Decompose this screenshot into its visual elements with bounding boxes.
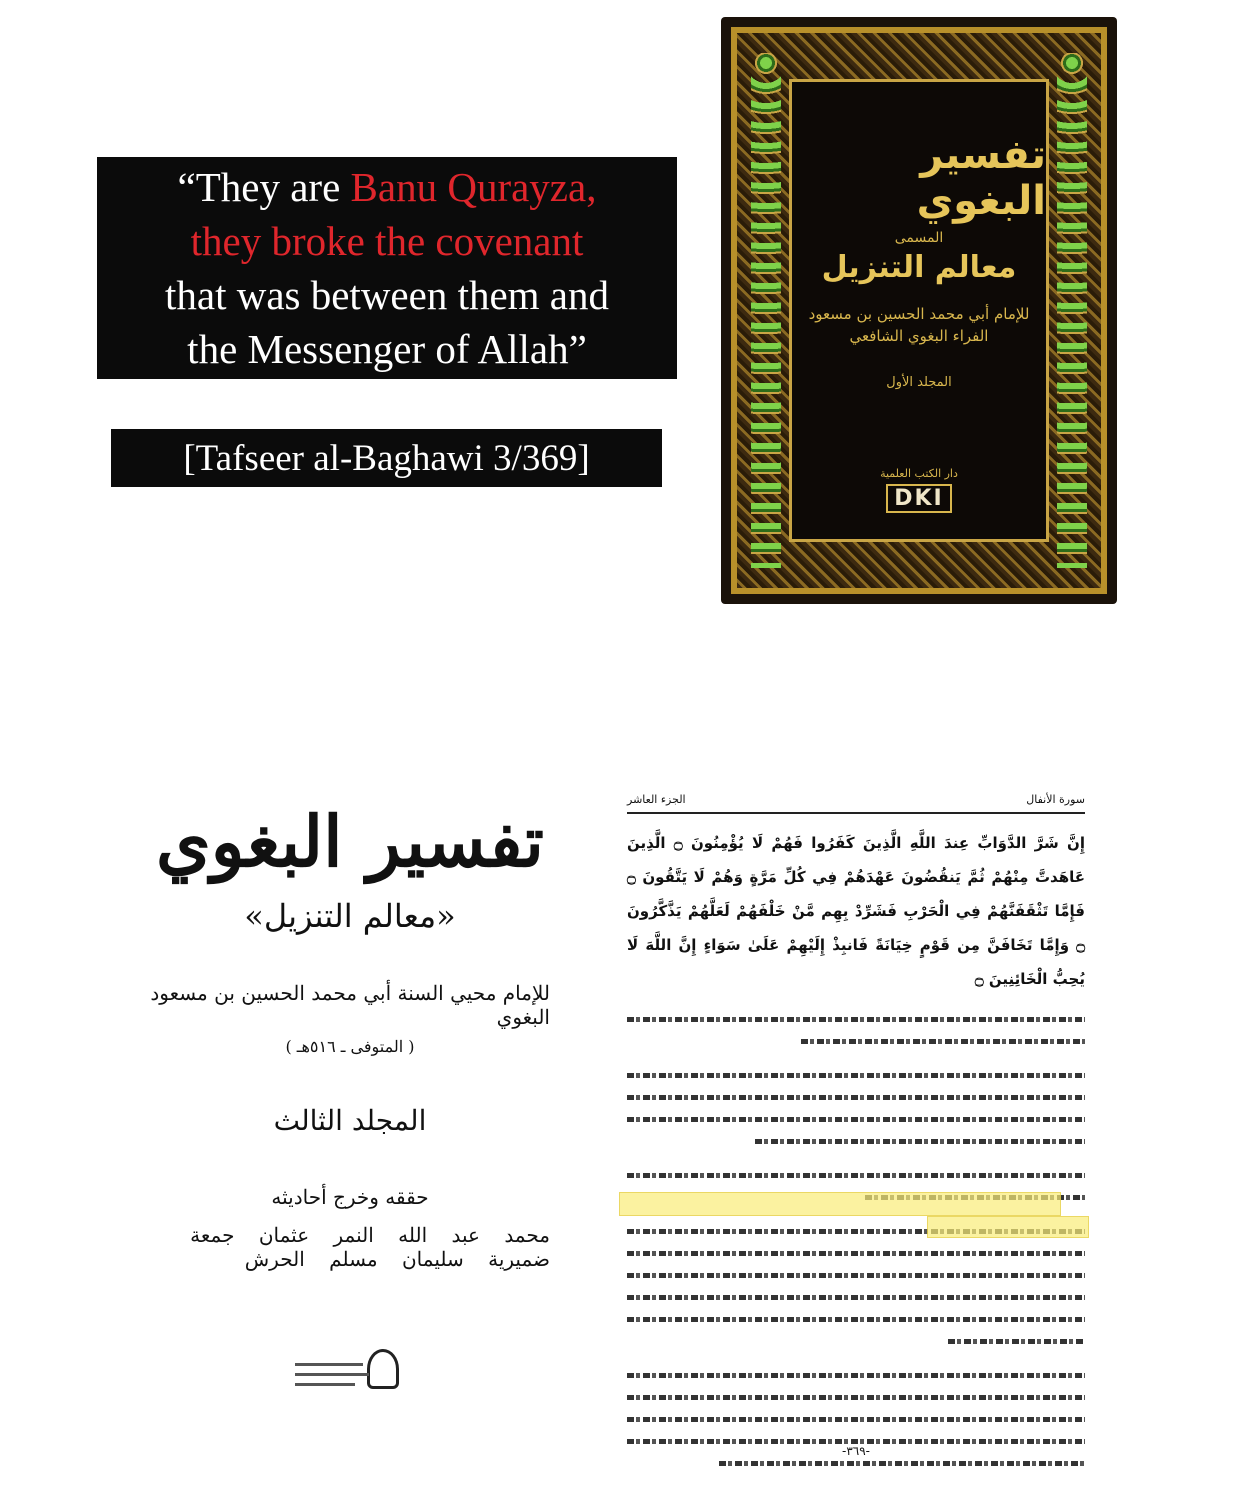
cover-small-text: المسمى — [894, 230, 944, 246]
divider — [627, 812, 1085, 814]
title-page-editors-heading: حققه وخرج أحاديثه — [271, 1185, 429, 1209]
title-page-subtitle: «معالم التنزيل» — [244, 897, 456, 935]
quote-box — [97, 157, 677, 379]
book-cover-image — [721, 17, 1117, 604]
quote-highlight: Banu Qurayza, — [350, 164, 597, 210]
publisher-logo: DKI — [886, 484, 952, 513]
title-page-editors: محمد عبد الله النمر عثمان جمعة ضميرية سليمان مسلم الحرش — [190, 1223, 550, 1271]
quote-line-1 — [178, 160, 597, 214]
cover-subtitle: معالم التنزيل — [821, 250, 1017, 285]
cover-publisher-arabic: دار الكتب العلمية — [880, 467, 958, 480]
cover-author-line: للإمام أبي محمد الحسين بن مسعود — [808, 305, 1030, 323]
quote-line-2: they broke the covenant — [190, 218, 584, 264]
scan-header-juz: الجزء العاشر — [627, 793, 686, 806]
quote-text: “They are — [177, 164, 351, 210]
title-page-volume: المجلد الثالث — [273, 1104, 427, 1137]
highlighted-passage — [927, 1216, 1089, 1238]
title-page-death-date: ( المتوفى ـ ٥١٦هـ ) — [285, 1037, 415, 1056]
scan-header — [627, 780, 1085, 806]
quote-line-4: the Messenger of Allah” — [187, 326, 587, 372]
vine-ornament-icon — [751, 53, 781, 568]
page-number: -٣٦٩- — [841, 1444, 871, 1458]
page-369-scan — [627, 780, 1085, 1480]
scan-header-surah: سورة الأنفال — [1026, 793, 1085, 806]
citation: [Tafseer al-Baghawi 3/369] — [111, 429, 662, 487]
cover-author-line: الفراء البغوي الشافعي — [849, 327, 989, 345]
quran-verses: إِنَّ شَرَّ الدَّوَابِّ عِندَ اللَّهِ الَّذِينَ كَفَرُوا فَهُمْ لَا يُؤْمِنُونَ ۝ الَّذِينَ عَاهَدتَّ مِنْهُمْ ثُمَّ يَنقُضُونَ عَهْدَهُمْ فِي كُلِّ مَرَّةٍ وَهُمْ لَا يَتَّقُونَ ۝ فَإِمَّا تَثْقَفَنَّهُمْ فِي الْحَرْبِ فَشَرِّدْ بِهِم مَّنْ خَلْفَهُمْ لَعَلَّهُمْ يَذَّكَّرُونَ ۝ وَإِمَّا تَخَافَنَّ مِن قَوْمٍ خِيَانَةً فَانبِذْ إِلَيْهِمْ عَلَىٰ سَوَاءٍ إِنَّ اللَّهَ لَا يُحِبُّ الْخَائِنِينَ ۝ — [627, 834, 1086, 988]
cover-title: تفسير البغوي — [916, 132, 1046, 224]
title-page-scan — [150, 780, 550, 1460]
cover-panel — [789, 79, 1049, 542]
commentary-text-lines — [627, 1008, 1085, 1474]
cover-author — [809, 303, 1030, 347]
cover-volume: المجلد الأول — [886, 375, 952, 390]
title-page-author: للإمام محيي السنة أبي محمد الحسين بن مسعود البغوي — [150, 981, 550, 1029]
publisher-logo-icon — [295, 1349, 405, 1395]
cover-ornament-frame — [731, 27, 1107, 594]
highlighted-passage — [619, 1192, 1061, 1216]
quote-line-3: that was between them and — [164, 272, 609, 318]
vine-ornament-icon — [1057, 53, 1087, 568]
title-page-title: تفسير البغوي — [155, 800, 545, 883]
